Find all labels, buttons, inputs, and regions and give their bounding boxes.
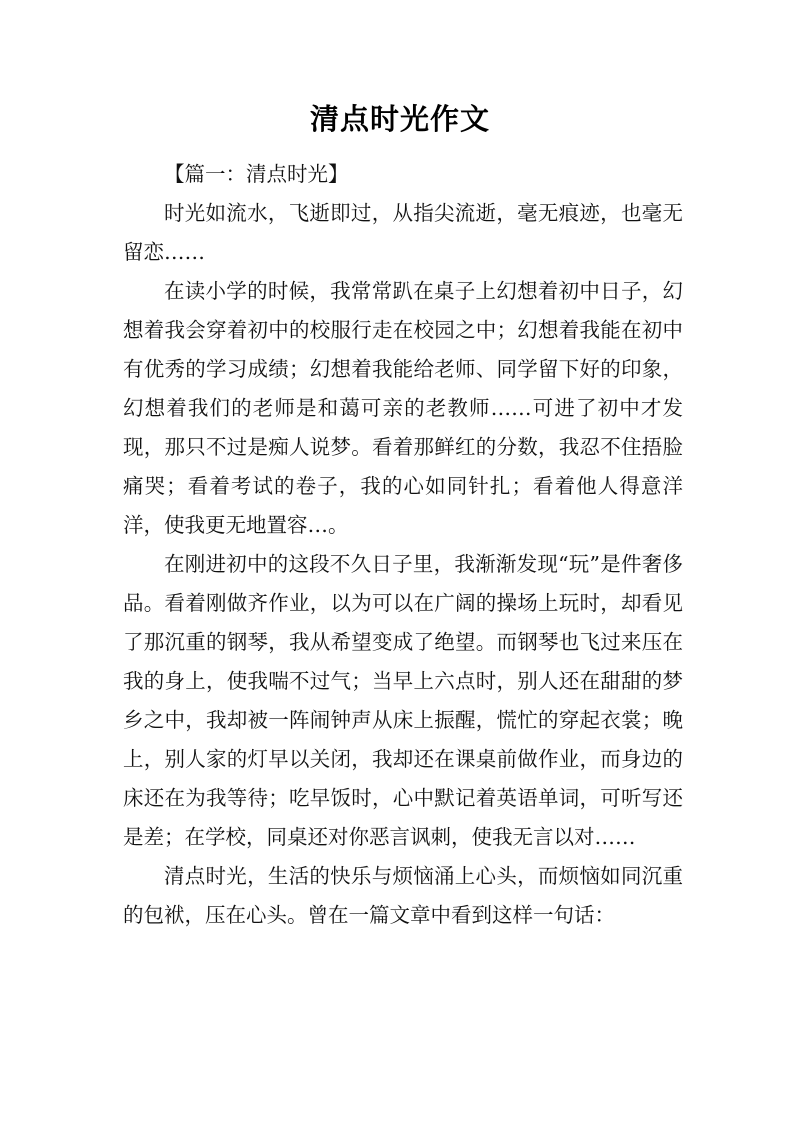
paragraph-3: 在刚进初中的这段不久日子里，我渐渐发现“玩”是件奢侈品。看着刚做齐作业，以为可以在广阔的操场上玩时，却看见了那沉重的钢琴，我从希望变成了绝望。而钢琴也飞过来压在我的身上，使我喘不过气；当早上六点时，别人还在甜甜的梦乡之中，我却被一阵闹钟声从床上振醒，慌忙的穿起衣裳；晚上，别人家的灯早以关闭，我却还在课桌前做作业，而身边的床还在为我等待；吃早饭时，心中默记着英语单词，可听写还是差；在学校，同桌还对你恶言讽刺，使我无言以对…… (123, 552, 683, 849)
document-title: 清点时光作文 (309, 102, 490, 136)
paragraph-1: 时光如流水，飞逝即过，从指尖流逝，毫无痕迹，也毫无留恋…… (123, 201, 683, 264)
section-heading: 【篇一：清点时光】 (164, 162, 349, 186)
document-body (123, 155, 683, 935)
paragraph-4: 清点时光，生活的快乐与烦恼涌上心头，而烦恼如同沉重的包袱，压在心头。曾在一篇文章中看到这样一句话： (123, 864, 683, 927)
paragraph-2: 在读小学的时候，我常常趴在桌子上幻想着初中日子，幻想着我会穿着初中的校服行走在校园之中；幻想着我能在初中有优秀的学习成绩；幻想着我能给老师、同学留下好的印象，幻想着我们的老师是和蔼可亲的老教师……可进了初中才发现，那只不过是痴人说梦。看着那鲜红的分数，我忍不住捂脸痛哭；看着考试的卷子，我的心如同针扎；看着他人得意洋洋，使我更无地置容…。 (123, 279, 683, 537)
